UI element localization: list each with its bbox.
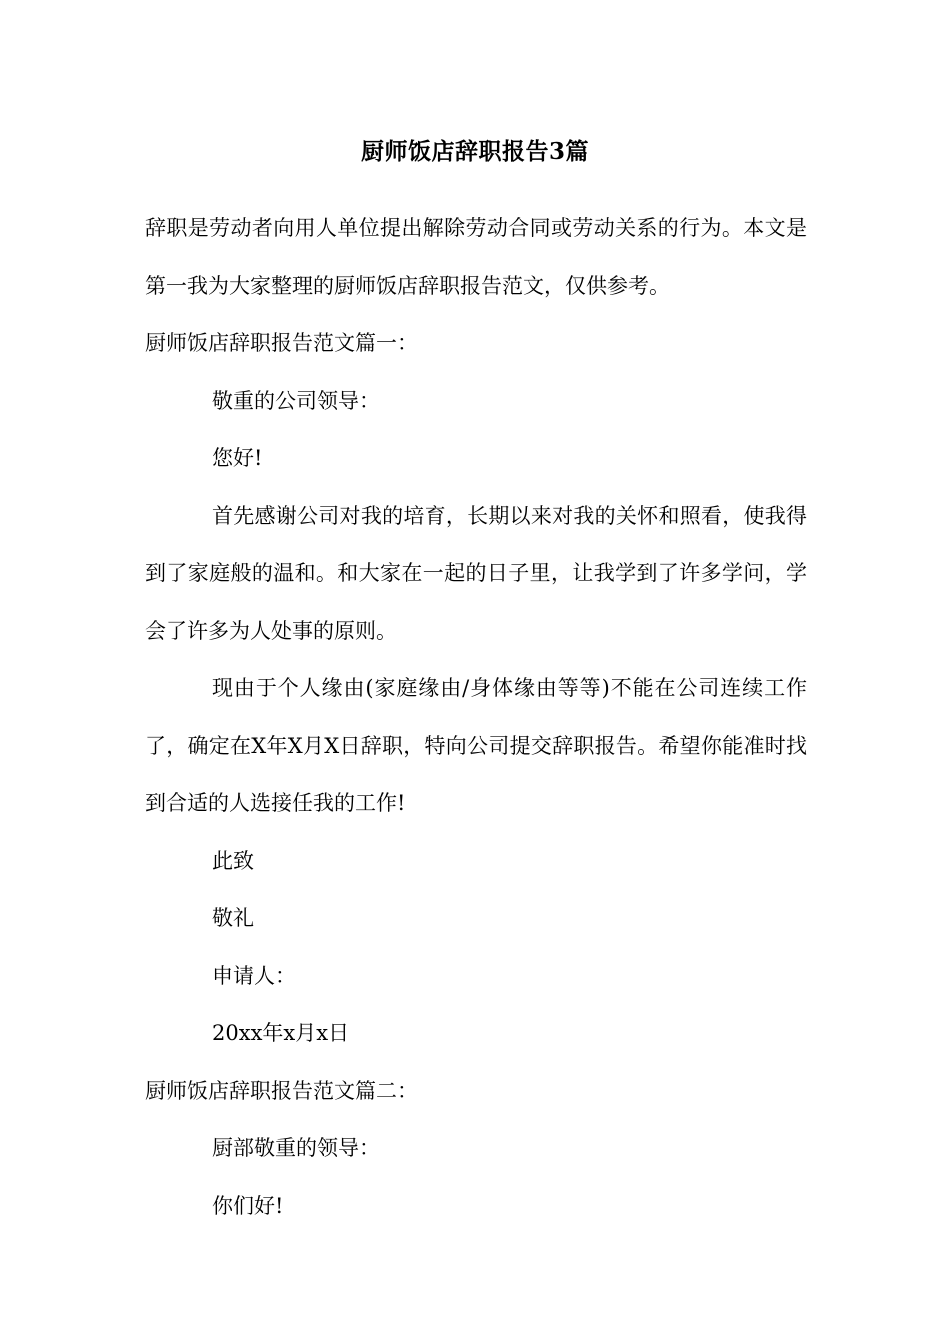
section-heading-2: 厨师饭店辞职报告范文篇二： [145, 1078, 418, 1103]
document-body [145, 200, 807, 1235]
intro-paragraph: 辞职是劳动者向用人单位提出解除劳动合同或劳动关系的行为。本文是第一我为大家整理的厨师饭店辞职报告范文，仅供参考。 [145, 216, 807, 298]
greeting-1: 您好! [212, 446, 263, 470]
applicant-line: 申请人： [212, 963, 296, 988]
body-paragraph-2: 现由于个人缘由(家庭缘由/身体缘由等等)不能在公司连续工作了，确定在X年X月X日辞职，特向公司提交辞职报告。希望你能准时找到合适的人选接任我的工作! [145, 676, 807, 815]
document-title: 厨师饭店辞职报告3篇 [360, 138, 589, 165]
date-line: 20xx年x月x日 [212, 1021, 350, 1045]
section-heading-1: 厨师饭店辞职报告范文篇一： [145, 331, 418, 355]
salutation-2: 厨部敬重的领导： [212, 1136, 380, 1160]
closing-line-2: 敬礼 [212, 906, 254, 930]
closing-line-1: 此致 [212, 848, 254, 873]
salutation-1: 敬重的公司领导： [212, 388, 380, 413]
body-paragraph-1: 首先感谢公司对我的培育，长期以来对我的关怀和照看，使我得到了家庭般的温和。和大家在一起的日子里，让我学到了许多学问，学会了许多为人处事的原则。 [145, 503, 807, 643]
greeting-2: 你们好! [212, 1193, 284, 1218]
